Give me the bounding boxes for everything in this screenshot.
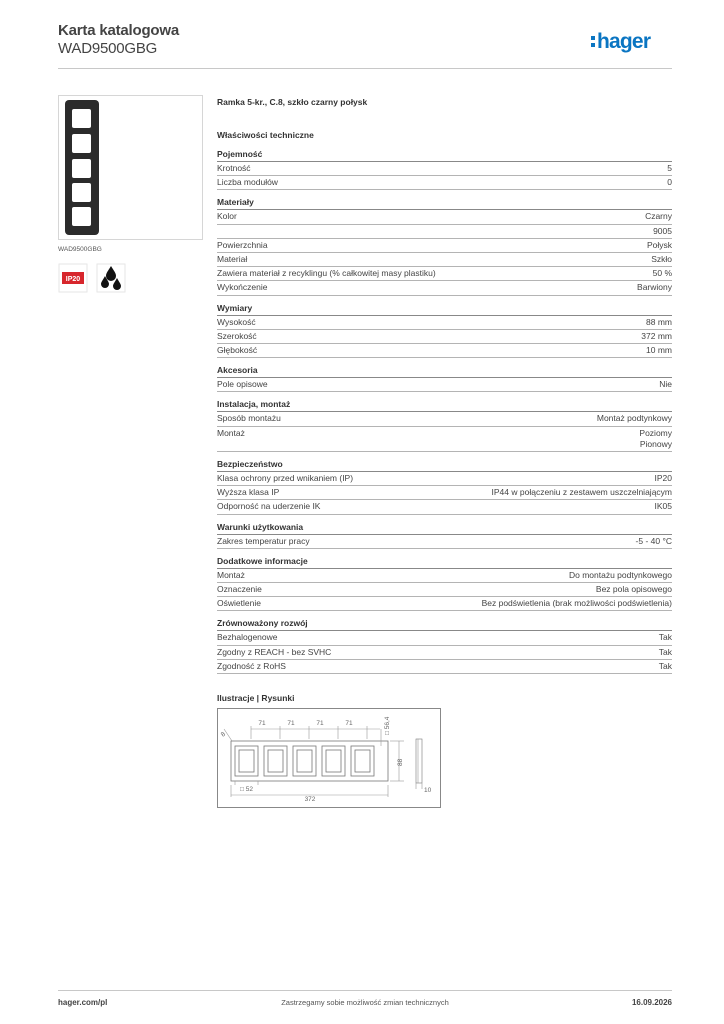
spec-key: Zgodność z RoHS <box>217 660 286 671</box>
spec-key: Wykończenie <box>217 282 268 293</box>
spec-row <box>217 412 672 426</box>
product-name: Ramka 5-kr., C.8, szkło czarny połysk <box>217 97 368 107</box>
spec-value-group <box>637 282 672 293</box>
product-image <box>64 99 100 236</box>
spec-row <box>217 344 672 358</box>
spec-row <box>217 569 672 583</box>
spec-key: Szerokość <box>217 330 257 341</box>
dim-height-label: □ 56,4 <box>384 716 391 736</box>
spec-value: Bez pola opisowego <box>595 584 672 595</box>
image-caption: WAD9500GBG <box>58 246 102 253</box>
footer-website[interactable]: hager.com/pl <box>58 998 108 1007</box>
water-drops-icon <box>96 263 126 293</box>
spec-value: IP44 w połączeniu z zestawem uszczelniającym <box>491 487 672 498</box>
spec-key: Zawiera materiał z recyklingu (% całkowitej masy plastiku) <box>217 268 436 279</box>
dimension-drawing <box>217 708 441 808</box>
ip20-badge-text: IP20 <box>65 276 81 283</box>
spec-key: Odporność na uderzenie IK <box>217 501 321 512</box>
spec-value: Tak <box>658 660 672 671</box>
spec-value-group <box>639 428 672 450</box>
spec-value: Do montażu podtynkowego <box>568 569 672 580</box>
spec-section-title: Wymiary <box>217 302 672 316</box>
spec-section-title: Bezpieczeństwo <box>217 458 672 472</box>
spec-key: Wyższa klasa IP <box>217 487 280 498</box>
spec-value-group <box>646 317 672 328</box>
product-code: WAD9500GBG <box>58 40 158 57</box>
spec-row <box>217 486 672 500</box>
ip20-icon <box>58 263 88 293</box>
spec-key: Kolor <box>217 211 237 222</box>
spec-key: Oświetlenie <box>217 598 261 609</box>
spec-value: IP20 <box>654 473 672 484</box>
spec-row <box>217 378 672 392</box>
spec-section-title: Zrównoważony rozwój <box>217 617 672 631</box>
spec-section <box>217 148 672 190</box>
spec-value-group <box>569 570 672 581</box>
dim-depth: 10 <box>424 787 432 795</box>
spec-section <box>217 555 672 612</box>
spec-value-group <box>653 226 672 237</box>
dim-width: 372 <box>304 796 316 804</box>
spec-row <box>217 535 672 549</box>
spec-value: Połysk <box>646 239 672 250</box>
spec-key <box>217 226 653 237</box>
spec-value: Pionowy <box>639 438 672 449</box>
footer-note: Zastrzegamy sobie możliwość zmian technicznych <box>281 998 449 1007</box>
spec-value: Tak <box>658 632 672 643</box>
spec-key: Krotność <box>217 163 251 173</box>
spec-value-group <box>645 211 672 222</box>
spec-row <box>217 267 672 281</box>
spec-row <box>217 253 672 267</box>
spec-value-group <box>667 177 672 188</box>
spec-value: 10 mm <box>646 345 672 356</box>
spec-section <box>217 196 672 295</box>
spec-row <box>217 500 672 514</box>
spec-key: Zgodny z REACH - bez SVHC <box>217 646 332 657</box>
spec-value: 50 % <box>652 268 672 279</box>
spec-section <box>217 364 672 392</box>
logo-text: hager <box>597 30 651 53</box>
spec-key: Głębokość <box>217 345 258 356</box>
dim-pitch-1: 71 <box>258 720 266 728</box>
spec-value-group <box>667 163 672 174</box>
spec-row <box>217 660 672 674</box>
spec-row <box>217 646 672 660</box>
spec-value-group <box>651 254 672 265</box>
badge-row <box>58 263 202 295</box>
spec-value: Poziomy <box>639 427 672 438</box>
spec-value-group <box>596 584 672 595</box>
spec-section-title: Pojemność <box>217 148 672 162</box>
spec-value-group <box>646 345 672 356</box>
spec-section <box>217 521 672 549</box>
spec-row <box>217 281 672 295</box>
spec-value: IK05 <box>654 501 672 512</box>
technical-properties-heading: Właściwości techniczne <box>217 130 314 140</box>
spec-value-group <box>641 331 672 342</box>
dim-height: 88 <box>397 758 404 767</box>
spec-key: Oznaczenie <box>217 584 262 595</box>
spec-row <box>217 427 672 452</box>
spec-row <box>217 176 672 190</box>
spec-value-group <box>659 632 672 643</box>
spec-value-group <box>653 268 672 279</box>
dim-diagonal: 8 <box>219 730 228 739</box>
spec-value-group <box>647 240 672 251</box>
spec-key: Montaż <box>217 427 245 438</box>
dim-pitch-2: 71 <box>287 720 295 728</box>
spec-value: Bez podświetlenia (brak możliwości podświetlenia) <box>481 598 672 609</box>
page-title: Karta katalogowa <box>58 22 180 39</box>
spec-section-title: Instalacja, montaż <box>217 398 672 412</box>
spec-key: Zakres temperatur pracy <box>217 535 310 546</box>
page-footer <box>58 990 672 1015</box>
spec-row <box>217 210 672 224</box>
spec-value-group <box>659 379 672 390</box>
spec-key: Sposób montażu <box>217 413 281 424</box>
product-visual-column <box>58 95 202 295</box>
spec-value: 372 mm <box>641 330 672 341</box>
dim-pitch-4: 71 <box>345 720 353 728</box>
spec-section-title: Akcesoria <box>217 364 672 378</box>
spec-section <box>217 398 672 452</box>
dimension-drawing-svg <box>218 709 440 807</box>
spec-value: 0 <box>667 177 672 188</box>
spec-key: Liczba modułów <box>217 177 278 188</box>
spec-row <box>217 239 672 253</box>
spec-row <box>217 472 672 486</box>
spec-value: Czarny <box>645 211 672 222</box>
spec-value: 5 <box>667 163 672 173</box>
product-image-box <box>58 95 203 240</box>
spec-value-group <box>655 501 673 512</box>
spec-row <box>217 225 672 239</box>
spec-value-group <box>636 536 672 547</box>
spec-section <box>217 458 672 515</box>
footer-date: 16.09.2026 <box>631 998 672 1007</box>
spec-key: Montaż <box>217 569 245 580</box>
spec-key: Materiał <box>217 254 248 265</box>
spec-section <box>217 617 672 674</box>
spec-value-group <box>659 647 672 658</box>
spec-row <box>217 330 672 344</box>
spec-key: Pole opisowe <box>217 379 268 390</box>
technical-content <box>217 95 672 808</box>
spec-value: Montaż podtynkowy <box>596 413 672 424</box>
spec-value-group <box>659 661 672 672</box>
spec-row <box>217 597 672 611</box>
spec-value: Nie <box>659 379 672 390</box>
spec-section-title: Dodatkowe informacje <box>217 555 672 569</box>
spec-value: Tak <box>658 646 672 657</box>
spec-key: Wysokość <box>217 316 256 327</box>
illustrations-heading: Ilustracje | Rysunki <box>217 693 295 704</box>
dim-square: □ 52 <box>240 786 253 794</box>
spec-row <box>217 316 672 330</box>
spec-section-title: Materiały <box>217 196 672 210</box>
spec-value-group <box>597 413 672 424</box>
spec-value-group <box>492 487 672 498</box>
spec-key: Bezhalogenowe <box>217 632 278 643</box>
page-header <box>58 20 672 69</box>
spec-section <box>217 302 672 359</box>
spec-section-title: Warunki użytkowania <box>217 521 672 535</box>
spec-value-group <box>655 473 673 484</box>
spec-value-group <box>482 598 672 609</box>
spec-value: Barwiony <box>637 282 672 293</box>
dim-pitch-3: 71 <box>316 720 324 728</box>
spec-key: Klasa ochrony przed wnikaniem (IP) <box>217 473 354 484</box>
spec-value: Szkło <box>651 254 672 265</box>
spec-row <box>217 631 672 645</box>
spec-row <box>217 583 672 597</box>
hager-logo <box>590 27 672 55</box>
spec-sections <box>217 148 672 674</box>
spec-value: -5 - 40 °C <box>635 535 672 546</box>
spec-row <box>217 162 672 176</box>
spec-key: Powierzchnia <box>217 239 268 250</box>
spec-value: 9005 <box>653 225 672 236</box>
spec-value: 88 mm <box>646 316 672 327</box>
